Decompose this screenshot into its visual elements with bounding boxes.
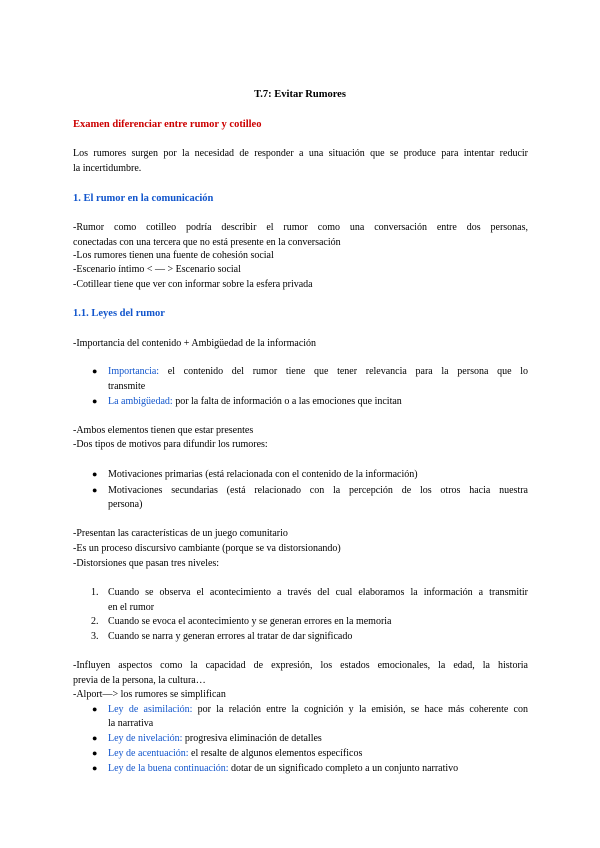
s1-line-5: -Cotillear tiene que ver con informar sobre la esfera privada [73,279,313,290]
intro-line-2: la incertidumbre. [73,163,142,174]
bullet-importancia-cont: transmite [108,381,146,392]
s1-line-4: -Escenario íntimo < — > Escenario social [73,264,241,275]
intro-line-1: Los rumores surgen por la necesidad de responder a una situación que se produce para intentar reducir [73,148,528,159]
bullet-ambiguedad: La ambigüedad: por la falta de información o a las emociones que incitan [108,396,402,407]
numbered-item-2: Cuando se evoca el acontecimiento y se generan errores en la memoria [108,616,392,627]
number-marker-1: 1. [91,587,99,598]
term-asimilacion: Ley de asimilación: [108,704,193,715]
section-1-1-heading: 1.1. Leyes del rumor [73,308,165,319]
number-marker-2: 2. [91,616,99,627]
s11-line-ambos: -Ambos elementos tienen que estar presentes [73,425,254,436]
s1-line-3: -Los rumores tienen una fuente de cohesión social [73,250,274,261]
numbered-item-3: Cuando se narra y generan errores al tratar de dar significado [108,631,353,642]
s11-line-juego: -Presentan las características de un juego comunitario [73,528,288,539]
numbered-item-1-cont: en el rumor [108,602,155,613]
s1-line-2: conectadas con una tercera que no está presente en la conversación [73,237,341,248]
bullet-marker: ● [92,763,98,773]
term-acentuacion: Ley de acentuación: [108,748,189,759]
s11-line-influyen-cont: previa de la persona, la cultura… [73,675,206,686]
law-acentuacion: Ley de acentuación: el resalte de algunos elementos específicos [108,748,363,759]
law-nivelacion: Ley de nivelación: progresiva eliminación de detalles [108,733,322,744]
law-asimilacion-cont: la narrativa [108,718,154,729]
bullet-marker: ● [92,704,98,714]
bullet-importancia: Importancia: el contenido del rumor tiene que tener relevancia para la persona que lo [108,366,528,377]
term-buena-continuacion: Ley de la buena continuación: [108,763,229,774]
s11-line-proceso: -Es un proceso discursivo cambiante (porque se va distorsionando) [73,543,341,554]
bullet-marker: ● [92,469,98,479]
law-asimilacion: Ley de asimilación: por la relación entre la cognición y la emisión, se hace más coherente con [108,704,528,715]
bullet-marker: ● [92,396,98,406]
number-marker-3: 3. [91,631,99,642]
bullet-marker: ● [92,485,98,495]
term-importancia: Importancia: [108,366,160,377]
term-ambiguedad: La ambigüedad: [108,396,173,407]
bullet-marker: ● [92,748,98,758]
s11-line-motivos: -Dos tipos de motivos para difundir los rumores: [73,439,268,450]
s11-lead: -Importancia del contenido + Ambigüedad de la información [73,338,317,349]
bullet-motiv-secundarias-cont: persona) [108,499,143,510]
term-nivelacion: Ley de nivelación: [108,733,183,744]
s11-line-influyen: -Influyen aspectos como la capacidad de expresión, los estados emocionales, la edad, la historia [73,660,528,671]
section-1-heading: 1. El rumor en la comunicación [73,193,214,204]
bullet-motiv-primarias: Motivaciones primarias (está relacionada con el contenido de la información) [108,469,418,480]
bullet-marker: ● [92,733,98,743]
s11-line-alport: -Alport—> los rumores se simplifican [73,689,226,700]
bullet-marker: ● [92,366,98,376]
s11-line-distorsiones: -Distorsiones que pasan tres niveles: [73,558,220,569]
numbered-item-1: Cuando se observa el acontecimiento a través del cual elaboramos la información a transmitir [108,587,528,598]
law-buena-continuacion: Ley de la buena continuación: dotar de un significado completo a un conjunto narrativo [108,763,459,774]
page-title: T.7: Evitar Rumores [254,89,346,100]
exam-note: Examen diferenciar entre rumor y cotilleo [73,119,262,130]
bullet-motiv-secundarias: Motivaciones secundarias (está relacionado con la percepción de los otros hacia nuestra [108,485,528,496]
s1-line-1: -Rumor como cotilleo podría describir el rumor como una conversación entre dos personas, [73,222,528,233]
